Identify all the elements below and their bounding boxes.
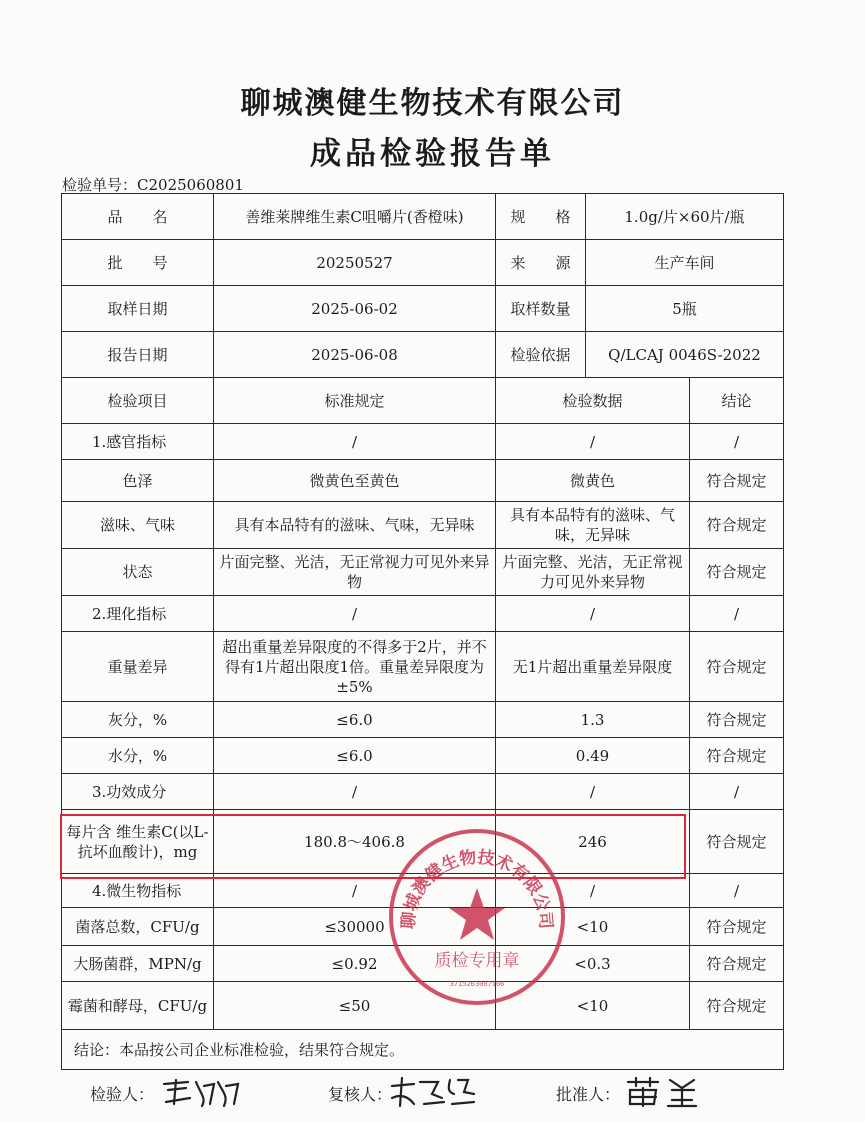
row-data: 微黄色 (496, 460, 690, 502)
inspector-label: 检验人： (90, 1085, 155, 1104)
row-data: 0.49 (496, 738, 690, 774)
svg-text:聊城澳健生物技术有限公司: 聊城澳健生物技术有限公司 (398, 847, 556, 930)
row-standard: 具有本品特有的滋味、气味，无异味 (214, 502, 496, 549)
spec-label: 规 格 (496, 194, 586, 240)
row-standard: / (214, 774, 496, 810)
sample-qty-label: 取样数量 (496, 286, 586, 332)
row-item: 霉菌和酵母，CFU/g (62, 982, 214, 1030)
report-date-label: 报告日期 (62, 332, 214, 378)
row-conclusion: / (690, 596, 784, 632)
row-data: 246 (496, 810, 690, 874)
row-conclusion: 符合规定 (690, 908, 784, 946)
overall-conclusion: 结论：本品按公司企业标准检验，结果符合规定。 (62, 1030, 784, 1070)
sample-qty-value: 5瓶 (586, 286, 784, 332)
source-value: 生产车间 (586, 240, 784, 286)
table-row (62, 596, 784, 632)
row-standard: 180.8～406.8 (214, 810, 496, 874)
source-label: 来 源 (496, 240, 586, 286)
row-item: 大肠菌群，MPN/g (62, 946, 214, 982)
batch-value: 20250527 (214, 240, 496, 286)
table-row (62, 774, 784, 810)
column-header-item: 检验项目 (62, 378, 214, 424)
row-item: 3.功效成分 (62, 774, 214, 810)
company-name: 聊城澳健生物技术有限公司 (240, 86, 625, 121)
reviewer-label: 复核人： (328, 1085, 393, 1104)
row-standard: ≤50 (214, 982, 496, 1030)
document-title: 成品检验报告单 (310, 136, 555, 172)
batch-label: 批 号 (62, 240, 214, 286)
row-item: 滋味、气味 (62, 502, 214, 549)
column-header-row (62, 378, 784, 424)
row-data: <10 (496, 908, 690, 946)
row-standard: ≤6.0 (214, 702, 496, 738)
row-conclusion: / (690, 774, 784, 810)
row-item: 灰分，% (62, 702, 214, 738)
table-row (62, 908, 784, 946)
signature-bar (0, 1072, 865, 1112)
row-conclusion: 符合规定 (690, 460, 784, 502)
row-item: 色泽 (62, 460, 214, 502)
column-header-conclusion: 结论 (690, 378, 784, 424)
row-item: 重量差异 (62, 632, 214, 702)
row-data: 具有本品特有的滋味、气味，无异味 (496, 502, 690, 549)
row-conclusion: / (690, 874, 784, 908)
row-conclusion: 符合规定 (690, 702, 784, 738)
spec-value: 1.0g/片×60片/瓶 (586, 194, 784, 240)
report-number: 检验单号：C2025060801 (62, 176, 244, 194)
row-standard: 超出重量差异限度的不得多于2片，并不得有1片超出限度1倍。重量差异限度为±5% (214, 632, 496, 702)
row-item: 状态 (62, 549, 214, 596)
row-item: 4.微生物指标 (62, 874, 214, 908)
row-item: 水分，% (62, 738, 214, 774)
row-conclusion: 符合规定 (690, 549, 784, 596)
row-conclusion: / (690, 424, 784, 460)
table-row (62, 702, 784, 738)
row-data: / (496, 424, 690, 460)
row-standard: 微黄色至黄色 (214, 460, 496, 502)
row-data: / (496, 774, 690, 810)
row-standard: ≤6.0 (214, 738, 496, 774)
table-row (62, 549, 784, 596)
table-row (62, 424, 784, 460)
info-row-product (62, 194, 784, 240)
row-item: 1.感官指标 (62, 424, 214, 460)
reviewer-signature (388, 1074, 498, 1110)
approver-signature (624, 1074, 734, 1110)
row-data: / (496, 596, 690, 632)
conclusion-row (62, 1030, 784, 1070)
table-row (62, 502, 784, 549)
table-row (62, 738, 784, 774)
table-row (62, 874, 784, 908)
row-standard: ≤0.92 (214, 946, 496, 982)
table-row (62, 946, 784, 982)
basis-label: 检验依据 (496, 332, 586, 378)
row-conclusion: 符合规定 (690, 738, 784, 774)
row-data: <0.3 (496, 946, 690, 982)
svg-text:质检专用章: 质检专用章 (434, 951, 520, 971)
row-conclusion: 符合规定 (690, 810, 784, 874)
row-data: / (496, 874, 690, 908)
row-data: <10 (496, 982, 690, 1030)
info-row-sampling (62, 286, 784, 332)
row-standard: / (214, 424, 496, 460)
row-conclusion: 符合规定 (690, 946, 784, 982)
column-header-data: 检验数据 (496, 378, 690, 424)
sample-date-label: 取样日期 (62, 286, 214, 332)
basis-value: Q/LCAJ 0046S-2022 (586, 332, 784, 378)
row-conclusion: 符合规定 (690, 982, 784, 1030)
row-data: 片面完整、光洁，无正常视力可见外来异物 (496, 549, 690, 596)
product-value: 善维莱牌维生素C咀嚼片(香橙味) (214, 194, 496, 240)
row-conclusion: 符合规定 (690, 632, 784, 702)
info-row-report (62, 332, 784, 378)
inspection-table (61, 193, 784, 1070)
sample-date-value: 2025-06-02 (214, 286, 496, 332)
row-standard: / (214, 596, 496, 632)
svg-text:3715263007166: 3715263007166 (449, 980, 505, 988)
product-label: 品 名 (62, 194, 214, 240)
row-conclusion: 符合规定 (690, 502, 784, 549)
row-item: 2.理化指标 (62, 596, 214, 632)
row-standard: 片面完整、光洁，无正常视力可见外来异物 (214, 549, 496, 596)
info-row-batch (62, 240, 784, 286)
row-item: 菌落总数，CFU/g (62, 908, 214, 946)
row-item: 每片含 维生素C(以L-抗坏血酸计)，mg (62, 810, 214, 874)
table-row (62, 460, 784, 502)
table-row (62, 632, 784, 702)
row-standard: / (214, 874, 496, 908)
column-header-standard: 标准规定 (214, 378, 496, 424)
table-row-vitamin-c (62, 810, 784, 874)
row-data: 1.3 (496, 702, 690, 738)
table-row (62, 982, 784, 1030)
row-standard: ≤30000 (214, 908, 496, 946)
row-data: 无1片超出重量差异限度 (496, 632, 690, 702)
report-date-value: 2025-06-08 (214, 332, 496, 378)
approver-label: 批准人： (556, 1085, 621, 1104)
inspector-signature (158, 1074, 268, 1110)
